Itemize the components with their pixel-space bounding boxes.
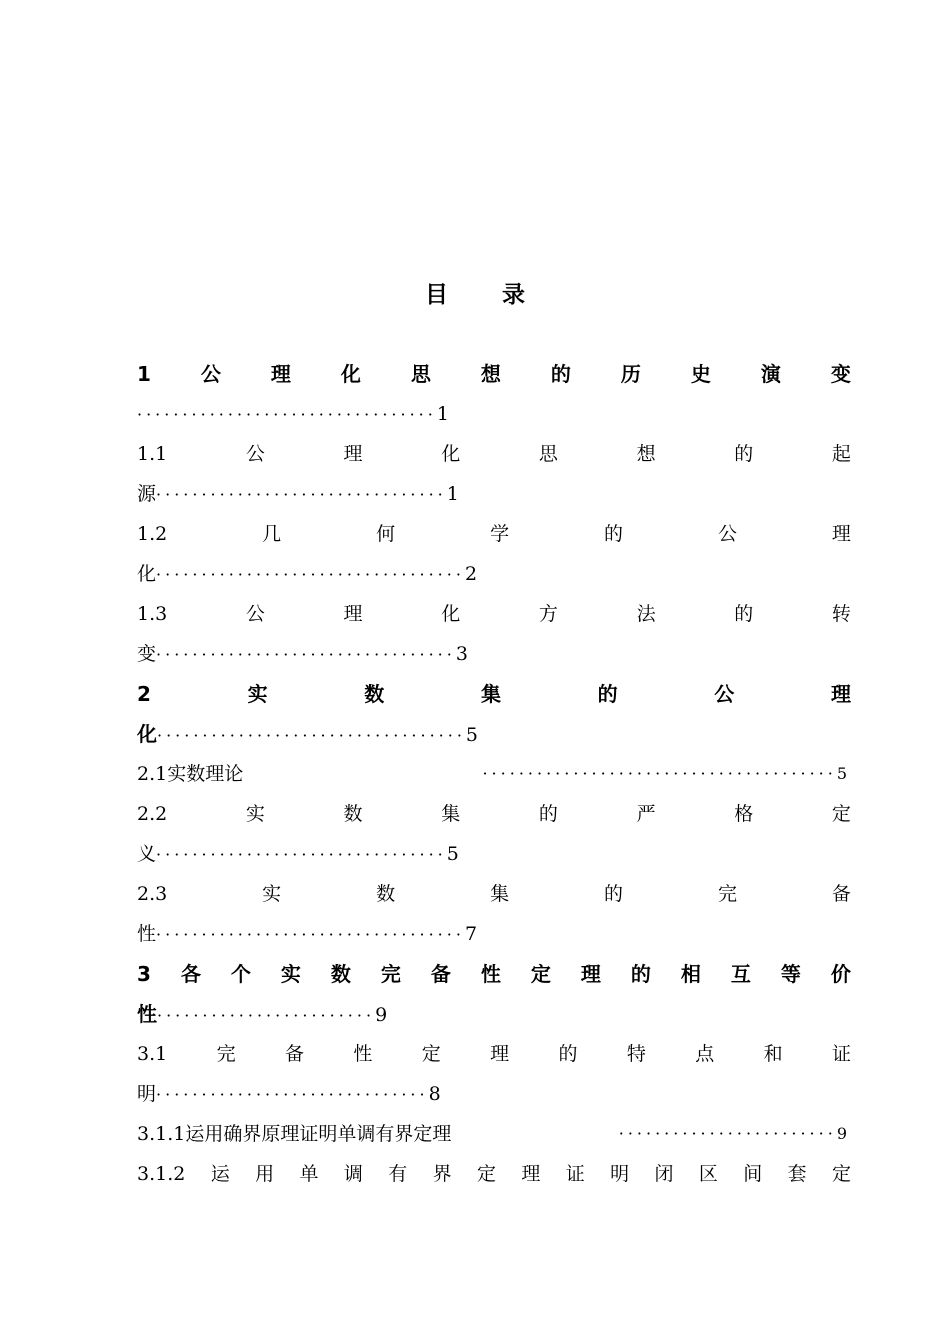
toc-entry-line[interactable]: [137, 754, 851, 794]
toc-entry-last-char: 化: [137, 722, 157, 746]
toc-entry-token: 定: [530, 962, 551, 986]
toc-entry-token: 理: [831, 523, 851, 545]
toc-entry-token: ·······································5: [482, 764, 851, 783]
toc-entry-token: 3.1: [137, 1043, 168, 1065]
toc-entry-token: 公: [245, 443, 265, 465]
toc-entry-token: 公: [714, 682, 735, 706]
toc-entry-line[interactable]: [137, 354, 851, 394]
toc-entry-token: 性: [353, 1043, 373, 1065]
toc-entry-token: 单: [299, 1163, 319, 1185]
toc-entry-token: 演: [760, 362, 781, 386]
toc-entry-token: 有: [388, 1163, 408, 1185]
toc-entry-line[interactable]: [137, 674, 851, 714]
toc-entry-token: 价: [830, 962, 851, 986]
toc-entry-last-char: 义: [137, 843, 157, 865]
toc-entry-continuation[interactable]: [137, 1074, 851, 1114]
toc-entry-line[interactable]: [137, 594, 851, 634]
toc-entry-line[interactable]: [137, 794, 851, 834]
toc-leader-dots: ································: [156, 845, 447, 864]
toc-entry-token: 完: [717, 883, 737, 905]
toc-entry-token: 互: [730, 962, 751, 986]
toc-page-number: 7: [464, 923, 478, 945]
toc-entry-continuation[interactable]: [137, 914, 851, 954]
toc-entry-token: 化: [441, 603, 461, 625]
toc-entry-token: 间: [743, 1163, 763, 1185]
toc-page-number: 1: [436, 403, 449, 425]
toc-entry-line[interactable]: [137, 1034, 851, 1074]
toc-leader-dots: ························: [157, 1006, 376, 1025]
toc-entry-token: 界: [432, 1163, 452, 1185]
toc-entry-token: 起: [831, 443, 851, 465]
toc-entry-continuation[interactable]: [137, 554, 851, 594]
toc-entry-token: 备: [284, 1043, 304, 1065]
toc-entry-token: 数: [376, 883, 396, 905]
toc-entry-token: 1.1: [137, 443, 168, 465]
toc-entry-token: 数: [330, 962, 351, 986]
toc-entry-token: 备: [831, 883, 851, 905]
toc-entry-token: 定: [421, 1043, 441, 1065]
toc-entry-token: 想: [480, 362, 501, 386]
toc-leader-dots: ··································: [156, 925, 465, 944]
toc-entry-token: 的: [538, 803, 558, 825]
toc-title-char: 录: [502, 282, 525, 308]
toc-entry-token: 1: [137, 362, 151, 386]
toc-entry-token: 3.1.1运用确界原理证明单调有界定理: [137, 1123, 452, 1145]
toc-entry-token: 的: [550, 362, 571, 386]
toc-leader-dots: ··································: [157, 726, 466, 745]
toc-entry-token: 2.2: [137, 803, 168, 825]
toc-entry-token: 定: [831, 803, 851, 825]
toc-entry-token: 的: [604, 523, 624, 545]
toc-entry-last-char: 源: [137, 483, 157, 505]
toc-entry-token: 明: [610, 1163, 630, 1185]
toc-entry-token: 理: [521, 1163, 541, 1185]
toc-entry-token: 公: [717, 523, 737, 545]
toc-entry-continuation[interactable]: [137, 394, 851, 434]
toc-entry-token: 完: [216, 1043, 236, 1065]
toc-entry-token: 的: [597, 682, 618, 706]
toc-entry-token: 2: [137, 682, 151, 706]
toc-entry-token: 性: [480, 962, 501, 986]
toc-entry-token: 学: [490, 523, 510, 545]
toc-entry-token: 理: [490, 1043, 510, 1065]
toc-entry-token: 严: [636, 803, 656, 825]
toc-entry-token: 各: [180, 962, 201, 986]
toc-entry-token: 理: [580, 962, 601, 986]
toc-entry-token: 实: [280, 962, 301, 986]
toc-entry-token: 套: [787, 1163, 807, 1185]
toc-entry-token: 公: [200, 362, 221, 386]
toc-entry-token: 转: [831, 603, 851, 625]
toc-entry-token: 2.3: [137, 883, 168, 905]
toc-page-number: 3: [455, 643, 468, 665]
toc-entry-line[interactable]: [137, 954, 851, 994]
toc-entry-last-char: 化: [137, 563, 157, 585]
toc-entry-token: 的: [558, 1043, 578, 1065]
toc-entry-token: 等: [780, 962, 801, 986]
toc-page-number: 1: [446, 483, 459, 505]
toc-page-number: 2: [464, 563, 478, 585]
toc-entry-token: 化: [340, 362, 361, 386]
toc-entry-token: 集: [490, 883, 510, 905]
toc-entry-token: 定: [831, 1163, 851, 1185]
toc-entry-token: 历: [620, 362, 641, 386]
toc-title: [0, 276, 950, 309]
toc-entry-token: 相: [680, 962, 701, 986]
toc-entry-token: 实: [245, 803, 265, 825]
toc-entry-token: 理: [270, 362, 291, 386]
toc-entry-last-char: 性: [137, 923, 157, 945]
toc-entry-token: 定: [476, 1163, 496, 1185]
toc-entry-token: 调: [343, 1163, 363, 1185]
toc-entry-token: 完: [380, 962, 401, 986]
toc-entry-token: 理: [343, 443, 363, 465]
toc-page-number: 8: [428, 1083, 441, 1105]
toc-page-number: 9: [375, 1004, 388, 1026]
toc-entry-token: 数: [364, 682, 385, 706]
toc-entry-token: 方: [538, 603, 558, 625]
toc-entry-token: 的: [604, 883, 624, 905]
toc-leader-dots: ······························: [156, 1085, 429, 1104]
toc-leader-dots: ··································: [156, 565, 465, 584]
toc-entry-token: 个: [230, 962, 251, 986]
toc-entry-last-char: 明: [137, 1083, 157, 1105]
toc-page-number: 5: [465, 724, 479, 746]
toc-entry-continuation[interactable]: [137, 994, 851, 1034]
toc-entry-token: 1.3: [137, 603, 168, 625]
toc-entry-line[interactable]: [137, 874, 851, 914]
toc-entry-token: 变: [830, 362, 851, 386]
toc-entry-token: 的: [734, 603, 754, 625]
toc-page-number: 5: [446, 843, 459, 865]
toc-entry-line[interactable]: [137, 434, 851, 474]
toc-entry-token: 想: [636, 443, 656, 465]
toc-entry-token: 实: [262, 883, 282, 905]
toc-entry-line[interactable]: [137, 1114, 851, 1154]
toc-entry-token: 理: [830, 682, 851, 706]
toc-entry-token: 思: [410, 362, 431, 386]
table-of-contents: [137, 354, 851, 1194]
toc-entry-line[interactable]: [137, 514, 851, 554]
toc-entry-token: 几: [262, 523, 282, 545]
toc-entry-token: 特: [626, 1043, 646, 1065]
toc-entry-token: 和: [763, 1043, 783, 1065]
toc-entry-token: 闭: [654, 1163, 674, 1185]
toc-entry-last-char: 性: [137, 1002, 157, 1026]
toc-entry-token: 数: [343, 803, 363, 825]
toc-entry-token: 何: [376, 523, 396, 545]
toc-entry-token: 的: [630, 962, 651, 986]
toc-entry-token: 格: [734, 803, 754, 825]
toc-entry-continuation[interactable]: [137, 634, 851, 674]
toc-leader-dots: ·································: [156, 645, 456, 664]
toc-entry-token: 区: [698, 1163, 718, 1185]
toc-entry-continuation[interactable]: [137, 474, 851, 514]
toc-entry-token: 思: [538, 443, 558, 465]
toc-leader-dots: ································: [156, 485, 447, 504]
toc-entry-token: 理: [343, 603, 363, 625]
toc-entry-token: ························9: [618, 1124, 851, 1143]
toc-entry-token: 公: [245, 603, 265, 625]
toc-entry-token: 3.1.2: [137, 1163, 186, 1185]
toc-entry-continuation[interactable]: [137, 834, 851, 874]
toc-entry-last-char: 变: [137, 643, 157, 665]
toc-leader-dots: ·································: [137, 405, 437, 424]
toc-entry-token: 集: [441, 803, 461, 825]
toc-entry-token: 证: [831, 1043, 851, 1065]
toc-entry-token: 集: [480, 682, 501, 706]
toc-entry-token: 3: [137, 962, 151, 986]
toc-entry-token: 运: [210, 1163, 230, 1185]
toc-entry-continuation[interactable]: [137, 714, 851, 754]
toc-entry-line[interactable]: [137, 1154, 851, 1194]
toc-title-char: 目: [425, 282, 448, 308]
toc-entry-token: 备: [430, 962, 451, 986]
toc-entry-token: 用: [255, 1163, 275, 1185]
toc-entry-token: 1.2: [137, 523, 168, 545]
toc-entry-token: 点: [695, 1043, 715, 1065]
toc-entry-token: 史: [690, 362, 711, 386]
toc-entry-token: 实: [247, 682, 268, 706]
toc-entry-token: 化: [441, 443, 461, 465]
toc-entry-token: 的: [734, 443, 754, 465]
toc-entry-token: 证: [565, 1163, 585, 1185]
toc-entry-token: 2.1实数理论: [137, 763, 244, 785]
toc-entry-token: 法: [636, 603, 656, 625]
